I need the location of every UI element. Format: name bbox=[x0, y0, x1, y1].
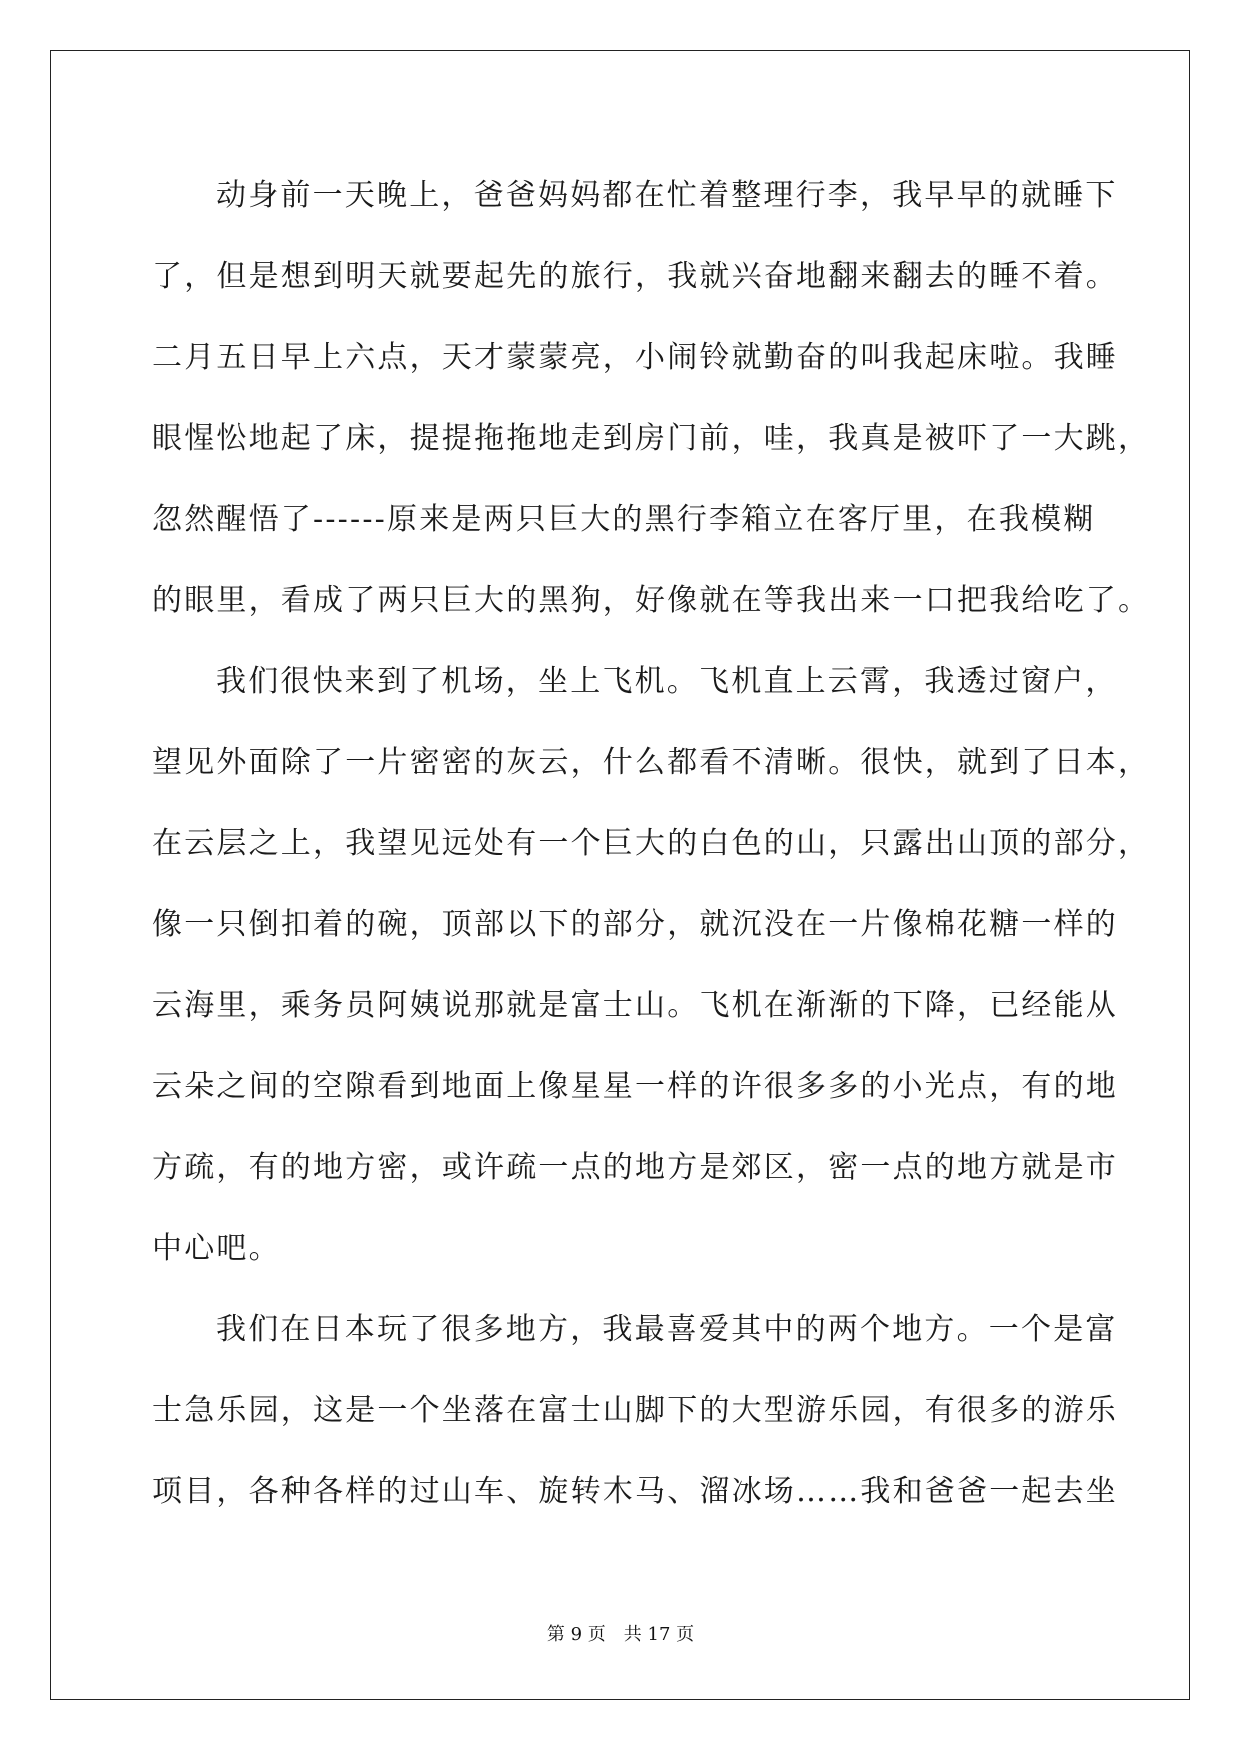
page-number-footer: 第 9 页 共 17 页 bbox=[546, 1624, 695, 1645]
text-line: 项目，各种各样的过山车、旋转木马、溜冰场……我和爸爸一起去坐 bbox=[152, 1474, 1118, 1509]
text-line: 了，但是想到明天就要起先的旅行，我就兴奋地翻来翻去的睡不着。 bbox=[152, 259, 1118, 294]
text-line: 我们在日本玩了很多地方，我最喜爱其中的两个地方。一个是富 bbox=[216, 1312, 1118, 1347]
text-line: 眼惺忪地起了床，提提拖拖地走到房门前，哇，我真是被吓了一大跳， bbox=[152, 421, 1151, 456]
text-line: 云海里，乘务员阿姨说那就是富士山。飞机在渐渐的下降，已经能从 bbox=[152, 988, 1118, 1023]
text-line: 望见外面除了一片密密的灰云，什么都看不清晰。很快，就到了日本， bbox=[152, 745, 1151, 780]
document-body bbox=[152, 155, 1151, 1532]
text-line: 在云层之上，我望见远处有一个巨大的白色的山，只露出山顶的部分， bbox=[152, 826, 1151, 861]
text-line: 云朵之间的空隙看到地面上像星星一样的许很多多的小光点，有的地 bbox=[152, 1069, 1118, 1104]
text-line: 士急乐园，这是一个坐落在富士山脚下的大型游乐园，有很多的游乐 bbox=[152, 1393, 1118, 1428]
text-line: 方疏，有的地方密，或许疏一点的地方是郊区，密一点的地方就是市 bbox=[152, 1150, 1118, 1185]
text-line: 动身前一天晚上，爸爸妈妈都在忙着整理行李，我早早的就睡下 bbox=[216, 178, 1118, 213]
text-line: 我们很快来到了机场，坐上飞机。飞机直上云霄，我透过窗户， bbox=[216, 664, 1118, 699]
text-line: 的眼里，看成了两只巨大的黑狗，好像就在等我出来一口把我给吃了。 bbox=[152, 583, 1151, 618]
text-line: 像一只倒扣着的碗，顶部以下的部分，就沉没在一片像棉花糖一样的 bbox=[152, 907, 1118, 942]
text-line: 忽然醒悟了------原来是两只巨大的黑行李箱立在客厅里，在我模糊 bbox=[152, 502, 1096, 537]
text-line: 二月五日早上六点，天才蒙蒙亮，小闹铃就勤奋的叫我起床啦。我睡 bbox=[152, 340, 1118, 375]
text-line: 中心吧。 bbox=[152, 1231, 281, 1266]
